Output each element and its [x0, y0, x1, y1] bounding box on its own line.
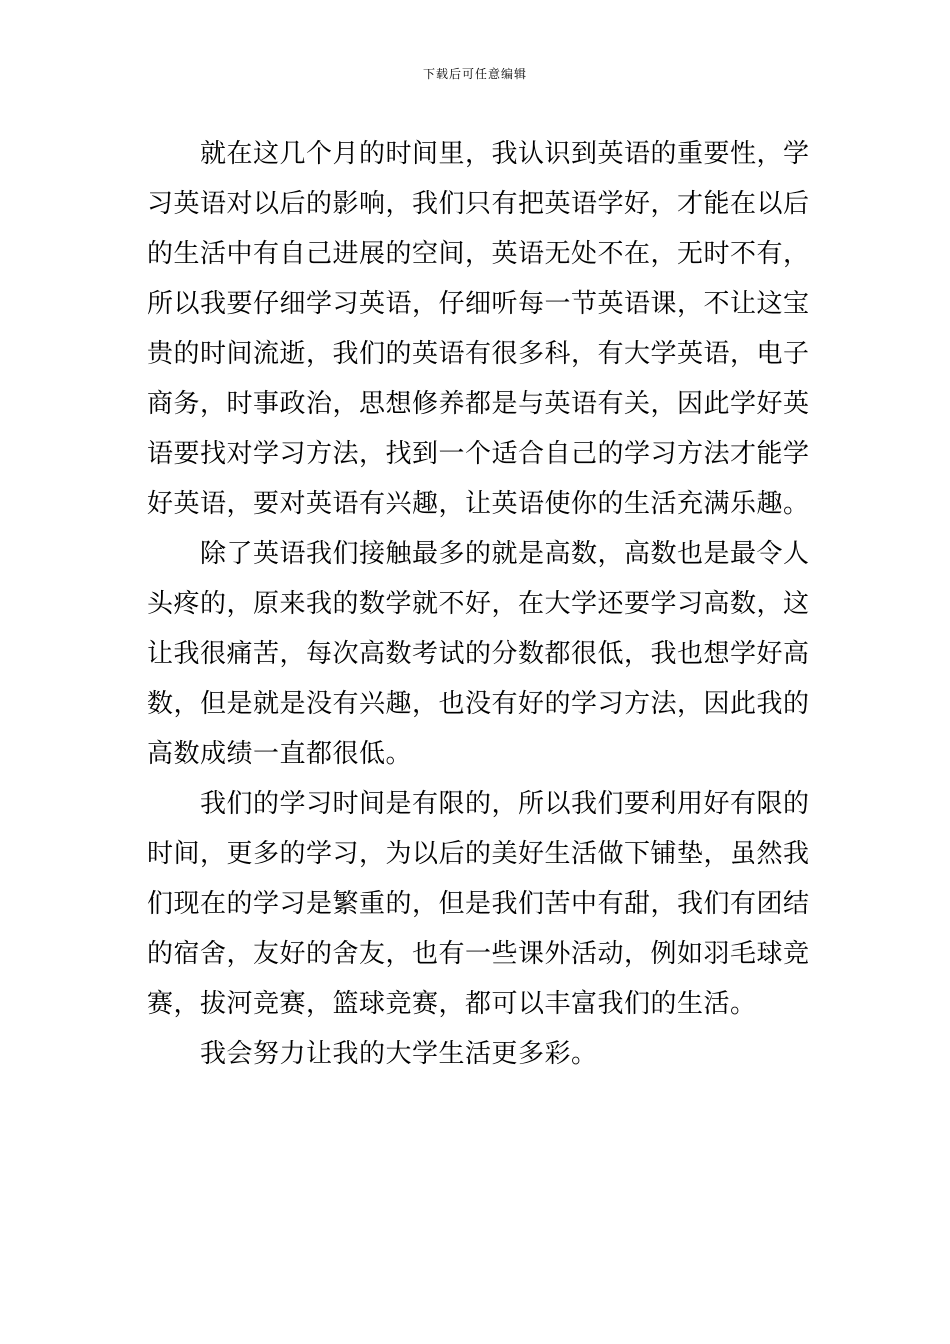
paragraph-2 — [147, 529, 810, 779]
text-line: 所以我要仔细学习英语，仔细听每一节英语课，不让这宝 — [147, 289, 810, 319]
paragraph-4 — [147, 1029, 807, 1079]
paragraph-3 — [147, 779, 810, 1029]
document-body — [147, 129, 810, 1079]
text-line: 我们的学习时间是有限的，所以我们要利用好有限的 — [200, 789, 810, 819]
text-line: 就在这几个月的时间里，我认识到英语的重要性，学 — [200, 139, 810, 169]
text-line: 好英语，要对英语有兴趣，让英语使你的生活充满乐趣。 — [147, 489, 810, 519]
text-line: 习英语对以后的影响，我们只有把英语学好，才能在以后 — [147, 189, 810, 219]
text-line: 赛，拔河竞赛，篮球竞赛，都可以丰富我们的生活。 — [147, 989, 757, 1019]
text-line: 除了英语我们接触最多的就是高数，高数也是最令人 — [200, 539, 810, 569]
text-line: 头疼的，原来我的数学就不好，在大学还要学习高数，这 — [147, 589, 810, 619]
text-line: 的宿舍，友好的舍友，也有一些课外活动，例如羽毛球竞 — [147, 939, 810, 969]
text-line: 让我很痛苦，每次高数考试的分数都很低，我也想学好高 — [147, 639, 810, 669]
text-line: 的生活中有自己进展的空间，英语无处不在，无时不有， — [147, 239, 810, 269]
paragraph-1 — [147, 129, 810, 529]
text-line: 语要找对学习方法，找到一个适合自己的学习方法才能学 — [147, 439, 810, 469]
text-line: 数，但是就是没有兴趣，也没有好的学习方法，因此我的 — [147, 689, 810, 719]
text-line: 贵的时间流逝，我们的英语有很多科，有大学英语，电子 — [147, 339, 810, 369]
text-line: 商务，时事政治，思想修养都是与英语有关，因此学好英 — [147, 389, 810, 419]
text-line: 我会努力让我的大学生活更多彩。 — [200, 1039, 598, 1069]
text-line: 高数成绩一直都很低。 — [147, 739, 413, 769]
text-line: 们现在的学习是繁重的，但是我们苦中有甜，我们有团结 — [147, 889, 810, 919]
text-line: 时间，更多的学习，为以后的美好生活做下铺垫，虽然我 — [147, 839, 810, 869]
page-header: 下载后可任意编辑 — [422, 67, 527, 81]
